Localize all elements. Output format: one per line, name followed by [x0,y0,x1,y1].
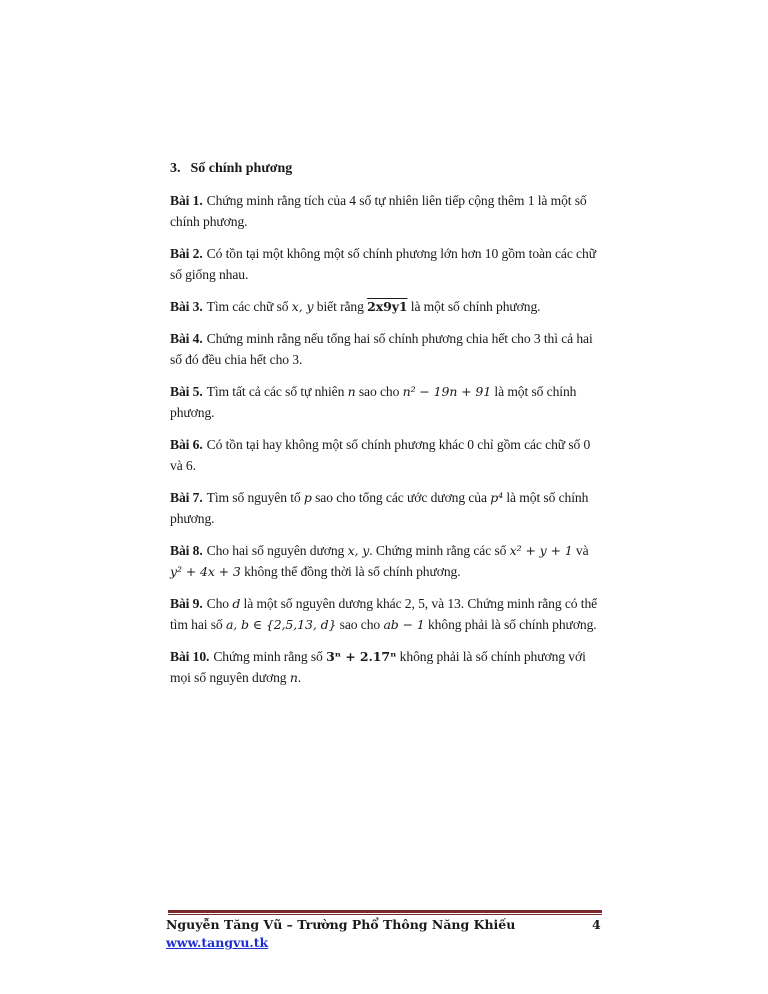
footer-author: Nguyễn Tăng Vũ – Trường Phổ Thông Năng Khiếu [166,917,516,932]
math-expression: x, y [347,543,370,558]
math-expression: p [303,490,312,505]
problem-text: Tìm các chữ số [206,299,289,314]
problem-text: . [297,670,302,685]
problem-4 [170,328,602,370]
problem-label: Bài 1. [170,193,203,208]
problem-label: Bài 4. [170,331,203,346]
problem-text: Chứng minh rằng tích của 4 số tự nhiên liên tiếp cộng thêm 1 là một số chính phương. [170,193,587,229]
problem-9 [170,593,602,635]
problem-1 [170,190,602,232]
problem-text: sao cho [358,384,400,399]
section-heading [170,158,602,179]
problem-text: không phải là số chính phương. [427,617,597,632]
problem-text: không thể đồng thời là số chính phương. [244,564,461,579]
math-expression: a, b ∈ {2,5,13, d} [225,617,337,632]
problem-text: . Chứng minh rằng các số [369,543,507,558]
problem-text: Chứng minh rằng số [213,649,323,664]
website-link[interactable]: www.tangvu.tk [166,935,269,950]
math-expression: n² − 19n + 91 [402,384,492,399]
problem-text: Có tồn tại hay không một số chính phương khác 0 chỉ gồm các chữ số 0 và 6. [170,437,591,473]
problem-label: Bài 2. [170,246,203,261]
problem-text: Tìm số nguyên tố [206,490,301,505]
math-expression: p⁴ [490,490,504,505]
problem-10 [170,646,602,688]
problem-text: là một số chính phương. [170,490,589,526]
problem-2 [170,243,602,285]
problem-text: Cho hai số nguyên dương [206,543,345,558]
problem-label: Bài 3. [170,299,203,314]
problem-text: và [575,543,589,558]
problem-3 [170,296,602,317]
problem-label: Bài 5. [170,384,203,399]
section-title: Số chính phương [190,161,293,176]
problem-7 [170,487,602,529]
math-expression: y² + 4x + 3 [170,564,241,579]
problem-label: Bài 10. [170,649,210,664]
problem-text: Tìm tất cả các số tự nhiên [206,384,345,399]
problem-text: Có tồn tại một không một số chính phương lớn hơn 10 gồm toàn các chữ số giống nhau. [170,246,596,282]
problem-text: là một số nguyên dương khác 2, 5, và 13. Chứng minh rằng có thể tìm hai số [170,596,598,632]
problem-5 [170,381,602,423]
problem-text: không phải là số chính phương với mọi số nguyên dương [170,649,586,685]
problem-label: Bài 9. [170,596,203,611]
math-expression: ab − 1 [383,617,425,632]
problem-text: Chứng minh rằng nếu tổng hai số chính phương chia hết cho 3 thì cả hai số đó đều chia hết cho 3. [170,331,593,367]
math-expression: d [232,596,241,611]
footer-divider-thin [168,914,602,915]
problem-label: Bài 8. [170,543,203,558]
problem-6 [170,434,602,476]
math-expression: x² + y + 1 [509,543,573,558]
problem-text: sao cho [339,617,381,632]
section-number: 3. [170,161,181,176]
problem-8 [170,540,602,582]
problem-text: Cho [206,596,230,611]
problem-label: Bài 6. [170,437,203,452]
problem-text: biết rằng [316,299,364,314]
page-number: 4 [592,917,601,932]
math-expression: x, y [291,299,314,314]
math-expression-overline: 2x9y1 [367,299,408,314]
problem-text: là một số chính phương. [170,384,577,420]
footer-divider [168,910,602,913]
math-expression: 3ⁿ + 2.17ⁿ [326,649,397,664]
problem-text: sao cho tổng các ước dương của [315,490,487,505]
document-body [170,158,602,699]
math-expression: n [289,670,298,685]
problem-label: Bài 7. [170,490,203,505]
math-expression: n [347,384,356,399]
problem-text: là một số chính phương. [410,299,541,314]
